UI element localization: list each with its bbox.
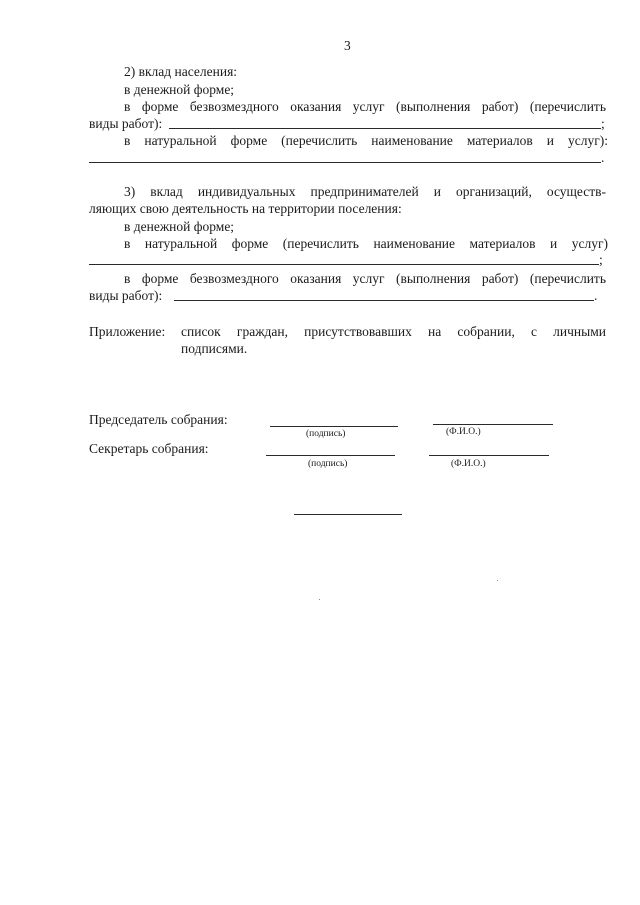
business-in-kind-end: ; (599, 252, 603, 267)
population-in-kind-end: . (601, 150, 605, 165)
secretary-label: Секретарь собрания: (89, 441, 209, 456)
page-number: 3 (344, 38, 351, 53)
chair-label: Председатель собрания: (89, 412, 228, 427)
appendix-text-line1: список граждан, присутствовавших на собрании, с личными (181, 324, 606, 339)
secretary-name-line[interactable] (429, 455, 549, 456)
chair-signature-caption: (подпись) (306, 429, 346, 439)
business-services-line1: в форме безвозмездного оказания услуг (выполнения работ) (перечислить (124, 271, 606, 286)
appendix-label: Приложение: (89, 324, 166, 339)
scan-speck (319, 599, 320, 600)
population-in-kind-blank[interactable] (89, 162, 601, 163)
chair-name-caption: (Ф.И.О.) (446, 427, 481, 437)
business-in-kind: в натуральной форме (перечислить наименование материалов и услуг) (124, 236, 608, 251)
secretary-signature-caption: (подпись) (308, 459, 348, 469)
population-services-end: ; (601, 116, 605, 131)
population-heading: 2) вклад населения: (124, 64, 238, 79)
business-services-end: . (594, 288, 598, 303)
appendix-text-line2: подписями. (181, 341, 248, 356)
secretary-signature-line[interactable] (266, 455, 395, 456)
population-cash: в денежной форме; (124, 82, 235, 97)
chair-signature-line[interactable] (270, 426, 398, 427)
business-cash: в денежной форме; (124, 219, 235, 234)
chair-name-line[interactable] (433, 424, 553, 425)
scan-speck (497, 580, 498, 581)
population-services-line2: виды работ): (89, 116, 163, 131)
business-heading-line1: 3) вклад индивидуальных предпринимателей и организаций, осуществ- (124, 184, 606, 199)
business-heading-line2: ляющих свою деятельность на территории поселения: (89, 201, 402, 216)
business-in-kind-blank[interactable] (89, 264, 599, 265)
closing-separator (294, 514, 402, 515)
population-services-blank[interactable] (169, 128, 601, 129)
business-services-blank[interactable] (174, 300, 594, 301)
population-services-line1: в форме безвозмездного оказания услуг (выполнения работ) (перечислить (124, 99, 606, 114)
business-services-line2: виды работ): (89, 288, 163, 303)
secretary-name-caption: (Ф.И.О.) (451, 459, 486, 469)
population-in-kind: в натуральной форме (перечислить наименование материалов и услуг): (124, 133, 608, 148)
